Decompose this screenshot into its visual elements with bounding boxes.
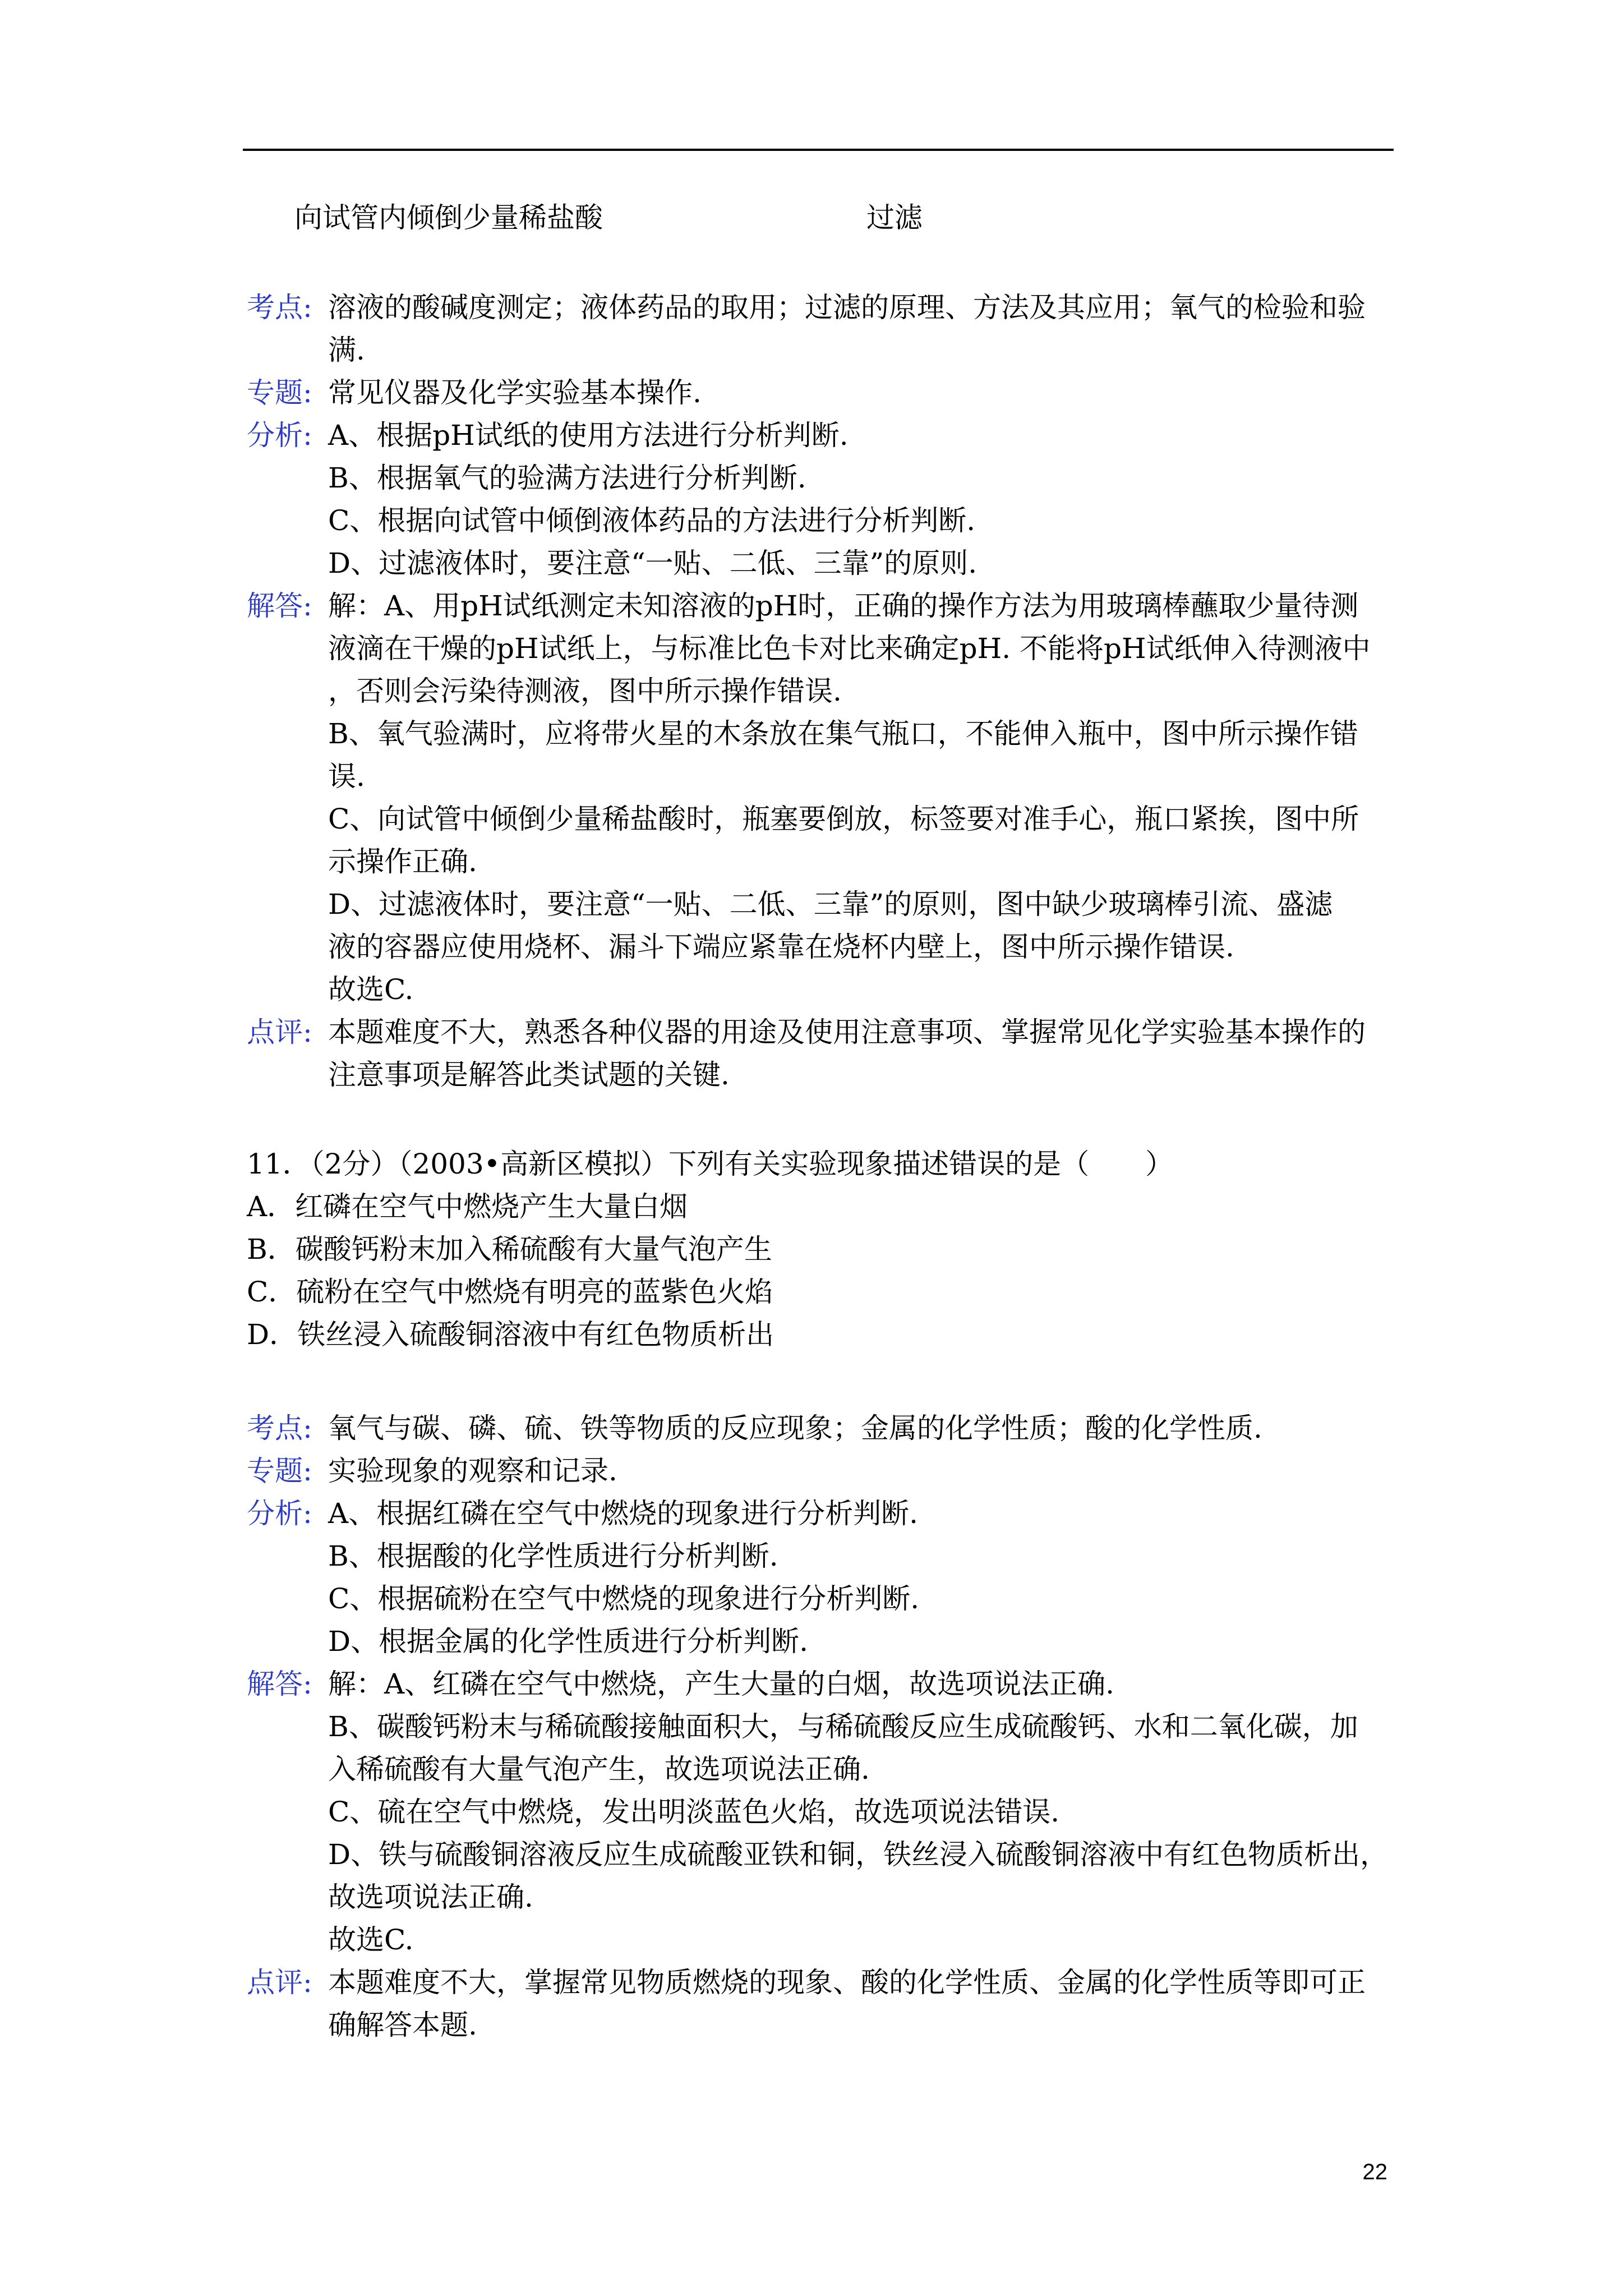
- jieda-text: 故选C.: [328, 973, 414, 1006]
- fenxi-text: B、根据氧气的验满方法进行分析判断.: [328, 462, 806, 494]
- dianping-text: 注意事项是解答此类试题的关键.: [328, 1059, 730, 1091]
- figure-caption-filter: 过滤: [866, 201, 923, 234]
- zhuanti-text: 常见仪器及化学实验基本操作.: [328, 376, 702, 409]
- figure-caption-pour: 向试管内倾倒少量稀盐酸: [294, 201, 603, 234]
- question-stem: 11．（2分）（2003•高新区模拟）下列有关实验现象描述错误的是（ ）: [247, 1148, 1174, 1180]
- dianping-text: 本题难度不大，掌握常见物质燃烧的现象、酸的化学性质、金属的化学性质等即可正: [328, 1966, 1366, 1999]
- jieda-text: ，否则会污染待测液，图中所示操作错误.: [328, 675, 842, 707]
- zhuanti-label: 专题:: [247, 376, 312, 409]
- jieda-text: C、向试管中倾倒少量稀盐酸时，瓶塞要倒放，标签要对准手心，瓶口紧挨，图中所: [328, 803, 1359, 835]
- fenxi-text: A、根据pH试纸的使用方法进行分析判断.: [328, 419, 849, 452]
- jieda-text: 误.: [328, 760, 365, 793]
- page-number: 22: [1362, 2160, 1387, 2184]
- jieda-text: 液的容器应使用烧杯、漏斗下端应紧靠在烧杯内壁上，图中所示操作错误.: [328, 931, 1234, 963]
- fenxi-text: B、根据酸的化学性质进行分析判断.: [328, 1540, 778, 1572]
- jieda-text: B、碳酸钙粉末与稀硫酸接触面积大，与稀硫酸反应生成硫酸钙、水和二氧化碳，加: [328, 1710, 1358, 1743]
- kaodian-text: 溶液的酸碱度测定；液体药品的取用；过滤的原理、方法及其应用；氧气的检验和验: [328, 291, 1366, 324]
- jieda-text: 故选C.: [328, 1924, 414, 1956]
- jieda-text: 解：A、红磷在空气中燃烧，产生大量的白烟，故选项说法正确.: [328, 1668, 1115, 1700]
- jieda-text: 液滴在干燥的pH试纸上，与标准比色卡对比来确定pH. 不能将pH试纸伸入待测液中: [328, 632, 1371, 665]
- fenxi-label: 分析:: [247, 419, 312, 452]
- fenxi-text: D、过滤液体时，要注意“一贴、二低、三靠”的原则.: [328, 547, 978, 579]
- jieda-text: D、铁与硫酸铜溶液反应生成硫酸亚铁和铜，铁丝浸入硫酸铜溶液中有红色物质析出，: [328, 1838, 1389, 1871]
- option-text: B．碳酸钙粉末加入稀硫酸有大量气泡产生: [247, 1233, 772, 1266]
- jieda-text: D、过滤液体时，要注意“一贴、二低、三靠”的原则，图中缺少玻璃棒引流、盛滤: [328, 888, 1333, 921]
- fenxi-label: 分析:: [247, 1497, 312, 1530]
- fenxi-text: D、根据金属的化学性质进行分析判断.: [328, 1625, 808, 1658]
- jieda-label: 解答:: [247, 590, 312, 622]
- kaodian-label: 考点:: [247, 291, 312, 324]
- dianping-text: 确解答本题.: [328, 2009, 477, 2041]
- jieda-text: 故选项说法正确.: [328, 1881, 533, 1913]
- kaodian-label: 考点:: [247, 1412, 312, 1444]
- fenxi-text: C、根据向试管中倾倒液体药品的方法进行分析判断.: [328, 504, 976, 537]
- jieda-text: 解：A、用pH试纸测定未知溶液的pH时，正确的操作方法为用玻璃棒蘸取少量待测: [328, 590, 1359, 622]
- fenxi-text: C、根据硫粉在空气中燃烧的现象进行分析判断.: [328, 1582, 920, 1615]
- zhuanti-label: 专题:: [247, 1455, 312, 1487]
- kaodian-text: 氧气与碳、磷、硫、铁等物质的反应现象；金属的化学性质；酸的化学性质.: [328, 1412, 1262, 1444]
- dianping-label: 点评:: [247, 1016, 312, 1048]
- header-rule: [243, 149, 1394, 151]
- jieda-text: 入稀硫酸有大量气泡产生，故选项说法正确.: [328, 1753, 870, 1786]
- dianping-text: 本题难度不大，熟悉各种仪器的用途及使用注意事项、掌握常见化学实验基本操作的: [328, 1016, 1366, 1048]
- jieda-text: C、硫在空气中燃烧，发出明淡蓝色火焰，故选项说法错误.: [328, 1796, 1060, 1828]
- kaodian-text: 满.: [328, 334, 365, 366]
- option-text: A．红磷在空气中燃烧产生大量白烟: [247, 1190, 688, 1223]
- option-text: D．铁丝浸入硫酸铜溶液中有红色物质析出: [247, 1318, 774, 1351]
- dianping-label: 点评:: [247, 1966, 312, 1999]
- fenxi-text: A、根据红磷在空气中燃烧的现象进行分析判断.: [328, 1497, 919, 1530]
- option-text: C．硫粉在空气中燃烧有明亮的蓝紫色火焰: [247, 1276, 773, 1308]
- zhuanti-text: 实验现象的观察和记录.: [328, 1455, 617, 1487]
- jieda-text: 示操作正确.: [328, 845, 477, 878]
- jieda-label: 解答:: [247, 1668, 312, 1700]
- jieda-text: B、氧气验满时，应将带火星的木条放在集气瓶口，不能伸入瓶中，图中所示操作错: [328, 717, 1358, 750]
